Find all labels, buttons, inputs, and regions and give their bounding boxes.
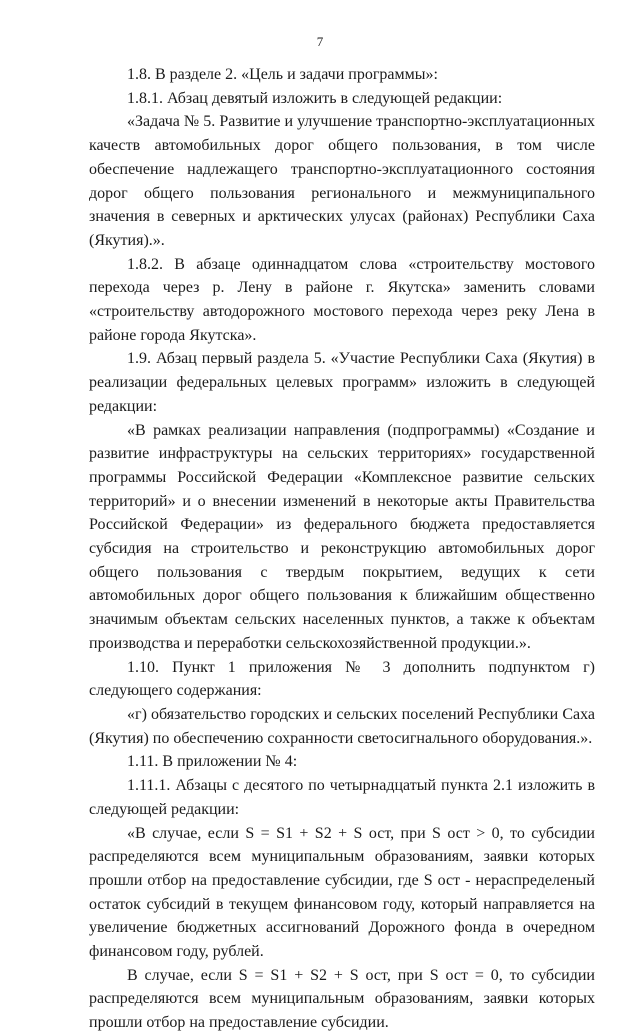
paragraph-1-8-2: 1.8.2. В абзаце одиннадцатом слова «строительству мостового перехода через р. Лену в районе г. Якутска» заменить словами «строительству автодорожного мостового перехода через реку Лена в районе города Якутска». [89, 255, 595, 344]
paragraph-obligation-quote: «г) обязательство городских и сельских поселений Республики Саха (Якутия) по обеспечению сохранности светосигнального оборудования.». [89, 705, 595, 747]
paragraph-1-8: 1.8. В разделе 2. «Цель и задачи программы»: [127, 66, 438, 83]
paragraph-1-10: 1.10. Пункт 1 приложения № 3 дополнить подпунктом г) следующего содержания: [89, 658, 595, 700]
paragraph-subsidy-case-positive: «В случае, если S = S1 + S2 + S ост, при S ост > 0, то субсидии распределяются всем муниципальным образованиям, заявки которых прошли отбор на предоставление субсидии, где S ост - нераспределеный остаток субсидий в текущем финансовом году, который направляется на увеличение бюджетных ассигнований Дорожного фонда в очередном финансовом году, рублей. [89, 824, 595, 961]
paragraph-subprogram-quote: «В рамках реализации направления (подпрограммы) «Создание и развитие инфраструктуры на сельских территориях» государственной программы Российской Федерации «Комплексное развитие сельских территорий» и о внесении изменений в некоторые акты Правительства Российской Федерации» из федерального бюджета предоставляется субсидия на строительство и реконструкцию автомобильных дорог общего пользования с твердым покрытием, ведущих к сети автомобильных дорог общего пользования к ближайшим общественно значимым объектам сельских населенных пунктов, а также к объектам производства и переработки сельскохозяйственной продукции.». [89, 421, 595, 652]
paragraph-task-5-quote: «Задача № 5. Развитие и улучшение транспортно-эксплуатационных качеств автомобильных дорог общего пользования, в том числе обеспечение надлежащего транспортно-эксплуатационного состояния дорог общего пользования регионального и межмуниципального значения в северных и арктических улусах (районах) Республики Саха (Якутия).». [89, 113, 595, 249]
paragraph-1-11-1: 1.11.1. Абзацы с десятого по четырнадцатый пункта 2.1 изложить в следующей редакции: [89, 777, 595, 818]
paragraph-1-8-1: 1.8.1. Абзац девятый изложить в следующей редакции: [127, 89, 503, 107]
page-number: 7 [316, 34, 324, 49]
paragraph-subsidy-case-zero: В случае, если S = S1 + S2 + S ост, при S ост = 0, то субсидии распределяются всем муниципальным образованиям, заявки которых прошли отбор на предоставление субсидии. [89, 966, 595, 1032]
paragraph-1-9: 1.9. Абзац первый раздела 5. «Участие Республики Саха (Якутия) в реализации федеральных целевых программ» изложить в следующей редакции: [89, 350, 595, 415]
document-body [89, 63, 595, 1035]
paragraph-1-11: 1.11. В приложении № 4: [127, 753, 298, 771]
